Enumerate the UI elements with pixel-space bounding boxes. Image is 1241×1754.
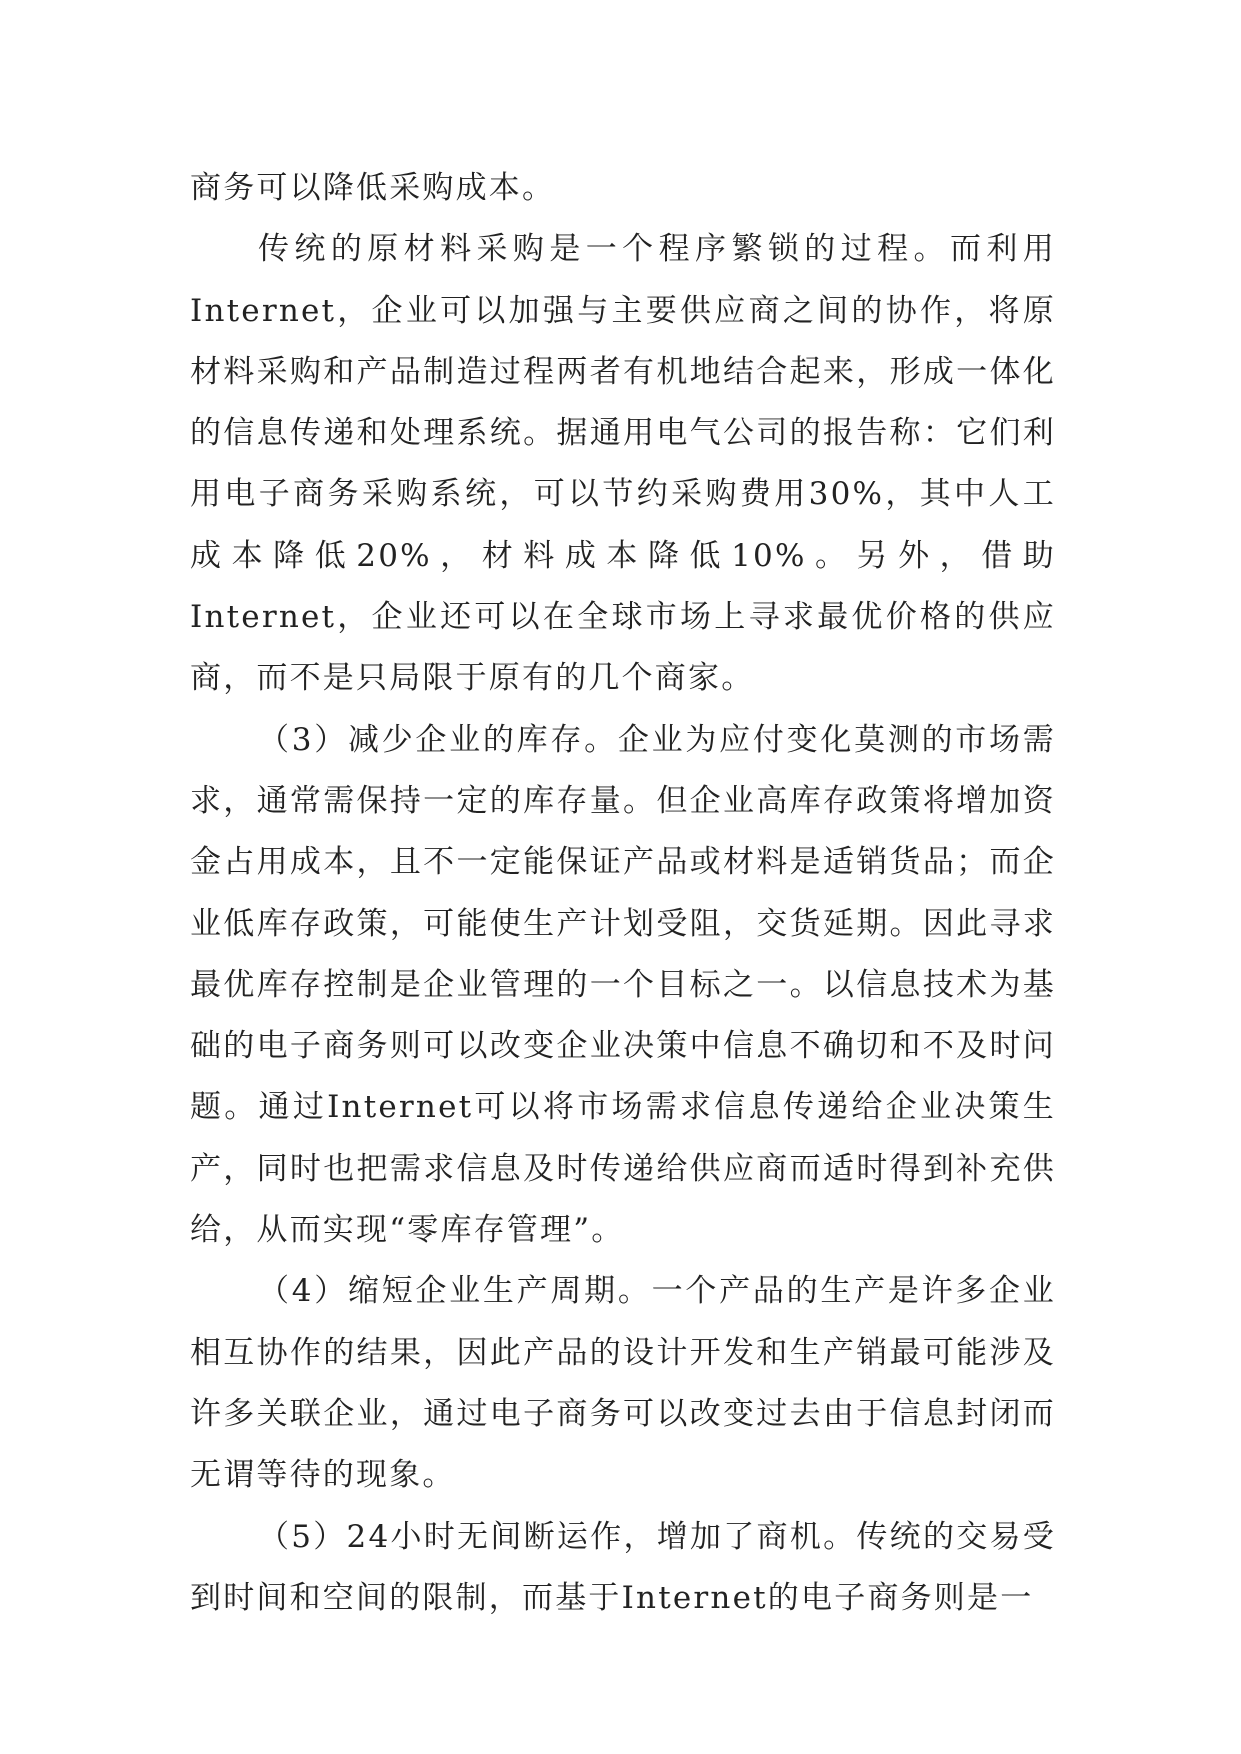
paragraph-24-hour-operation: （5）24小时无间断运作，增加了商机。传统的交易受到时间和空间的限制，而基于Internet的电子商务则是一 xyxy=(190,1518,1056,1616)
paragraph-procurement-cost-end: 商务可以降低采购成本。 xyxy=(190,170,556,206)
paragraph-shorten-production-cycle: （4）缩短企业生产周期。一个产品的生产是许多企业相互协作的结果，因此产品的设计开发和生产销最可能涉及许多关联企业，通过电子商务可以改变过去由于信息封闭而无谓等待的现象。 xyxy=(190,1273,1056,1494)
body-text xyxy=(190,158,1056,1629)
paragraph-raw-material-procurement: 传统的原材料采购是一个程序繁锁的过程。而利用Internet，企业可以加强与主要供应商之间的协作，将原材料采购和产品制造过程两者有机地结合起来，形成一体化的信息传递和处理系统。据通用电气公司的报告称：它们利用电子商务采购系统，可以节约采购费用30%，其中人工成本降低20%，材料成本降低10%。另外，借助Internet，企业还可以在全球市场上寻求最优价格的供应商，而不是只局限于原有的几个商家。 xyxy=(190,231,1056,697)
paragraph-reduce-inventory: （3）减少企业的库存。企业为应付变化莫测的市场需求，通常需保持一定的库存量。但企业高库存政策将增加资金占用成本，且不一定能保证产品或材料是适销货品；而企业低库存政策，可能使生产计划受阻，交货延期。因此寻求最优库存控制是企业管理的一个目标之一。以信息技术为基础的电子商务则可以改变企业决策中信息不确切和不及时问题。通过Internet可以将市场需求信息传递给企业决策生产，同时也把需求信息及时传递给供应商而适时得到补充供给，从而实现“零库存管理”。 xyxy=(190,721,1056,1249)
